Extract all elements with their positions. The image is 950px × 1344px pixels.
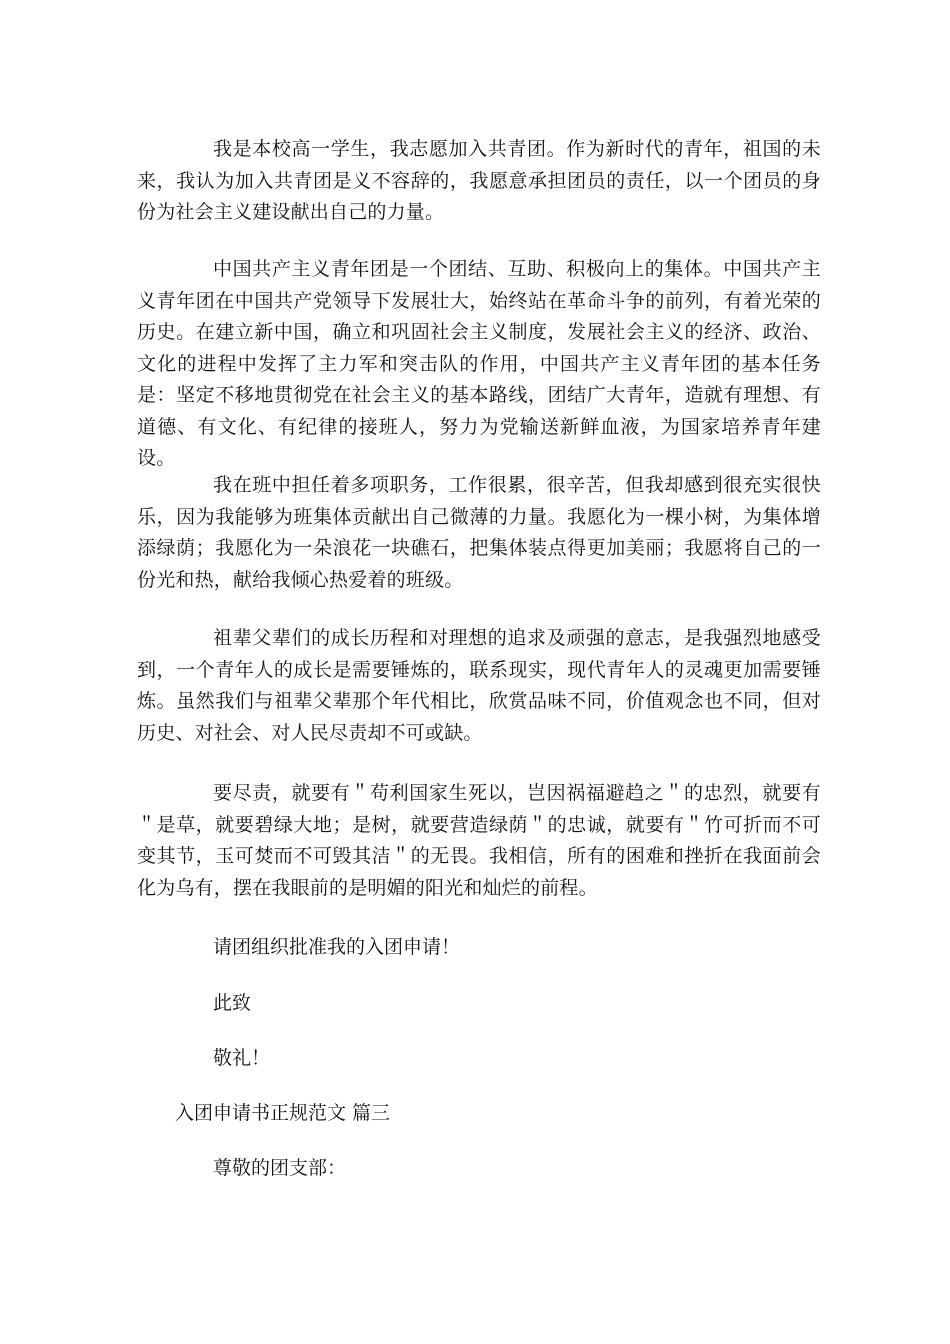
paragraph-4: 祖辈父辈们的成长历程和对理想的追求及顽强的意志，是我强烈地感受到，一个青年人的成长是需要锤炼的，联系现实，现代青年人的灵魂更加需要锤炼。虽然我们与祖辈父辈那个年代相比，欣赏品味不同，价值观念也不同，但对历史、对社会、对人民尽责却不可或缺。 xyxy=(137,627,821,744)
paragraph-2: 中国共产主义青年团是一个团结、互助、积极向上的集体。中国共产主义青年团在中国共产党领导下发展壮大，始终站在革命斗争的前列，有着光荣的历史。在建立新中国，确立和巩固社会主义制度，发展社会主义的经济、政治、文化的进程中发挥了主力军和突击队的作用，中国共产主义青年团的基本任务是：坚定不移地贯彻党在社会主义的基本路线，团结广大青年，造就有理想、有道德、有文化、有纪律的接班人，努力为党输送新鲜血液，为国家培养青年建设。 xyxy=(137,258,821,469)
paragraph-1: 我是本校高一学生，我志愿加入共青团。作为新时代的青年，祖国的未来，我认为加入共青团是义不容辞的，我愿意承担团员的责任，以一个团员的身份为社会主义建设献出自己的力量。 xyxy=(137,138,821,223)
paragraph-5: 要尽责，就要有＂苟利国家生死以，岂因祸福避趋之＂的忠烈，就要有＂是草，就要碧绿大地；是树，就要营造绿荫＂的忠诚，就要有＂竹可折而不可变其节，玉可焚而不可毁其洁＂的无畏。我相信，所有的困难和挫折在我面前会化为乌有，摆在我眼前的是明媚的阳光和灿烂的前程。 xyxy=(137,782,821,899)
section-heading: 入团申请书正规范文 篇三 xyxy=(175,1102,391,1124)
request-line: 请团组织批准我的入团申请！ xyxy=(213,936,461,958)
closing-salutation: 此致 xyxy=(213,992,252,1014)
closing-regards: 敬礼！ xyxy=(213,1047,271,1069)
paragraph-3: 我在班中担任着多项职务，工作很累，很辛苦，但我却感到很充实很快乐，因为我能够为班集体贡献出自己微薄的力量。我愿化为一棵小树，为集体增添绿荫；我愿化为一朵浪花一块礁石，把集体装点得更加美丽；我愿将自己的一份光和热，献给我倾心热爱着的班级。 xyxy=(137,474,821,591)
salutation: 尊敬的团支部： xyxy=(213,1157,347,1179)
